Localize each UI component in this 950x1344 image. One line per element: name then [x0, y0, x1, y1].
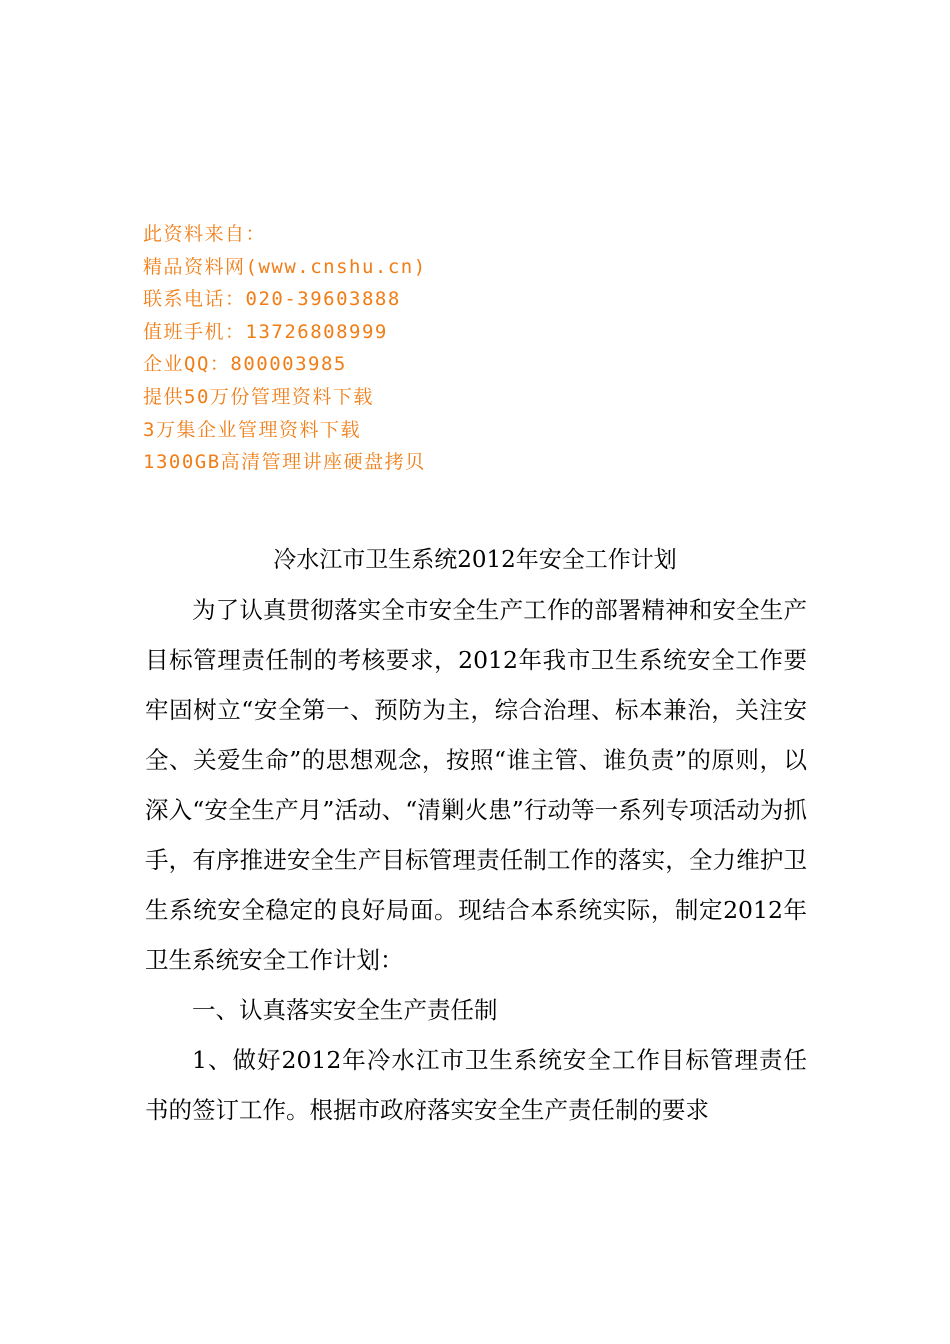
document-title: 冷水江市卫生系统2012年安全工作计划 [273, 547, 677, 573]
section-heading-1: 一、认真落实安全生产责任制 [192, 996, 498, 1024]
paragraph-intro: 为了认真贯彻落实全市安全生产工作的部署精神和安全生产目标管理责任制的考核要求，2012年我市卫生系统安全工作要牢固树立“安全第一、预防为主，综合治理、标本兼治，关注安全、关爱生命”的思想观念，按照“谁主管、谁负责”的原则，以深入“安全生产月”活动、“清剿火患”行动等一系列专项活动为抓手，有序推进安全生产目标管理责任制工作的落实，全力维护卫生系统安全稳定的良好局面。现结合本系统实际，制定2012年卫生系统安全工作计划： [145, 596, 807, 974]
paragraph-item-1: 1、做好2012年冷水江市卫生系统安全工作目标管理责任书的签订工作。根据市政府落实安全生产责任制的要求 [145, 1046, 807, 1124]
source-line-website: 精品资料网(www.cnshu.cn) [143, 255, 427, 278]
source-info-block [143, 218, 643, 479]
source-line-origin: 此资料来自： [143, 223, 267, 245]
source-line-offer-3: 1300GB高清管理讲座硬盘拷贝 [143, 451, 426, 474]
source-line-phone: 联系电话：020-39603888 [143, 288, 401, 311]
source-line-mobile: 值班手机：13726808999 [143, 320, 388, 343]
source-line-qq: 企业QQ：800003985 [143, 353, 347, 376]
document-body [145, 585, 807, 1135]
source-line-offer-2: 3万集企业管理资料下载 [143, 418, 361, 441]
source-line-offer-1: 提供50万份管理资料下载 [143, 385, 374, 408]
